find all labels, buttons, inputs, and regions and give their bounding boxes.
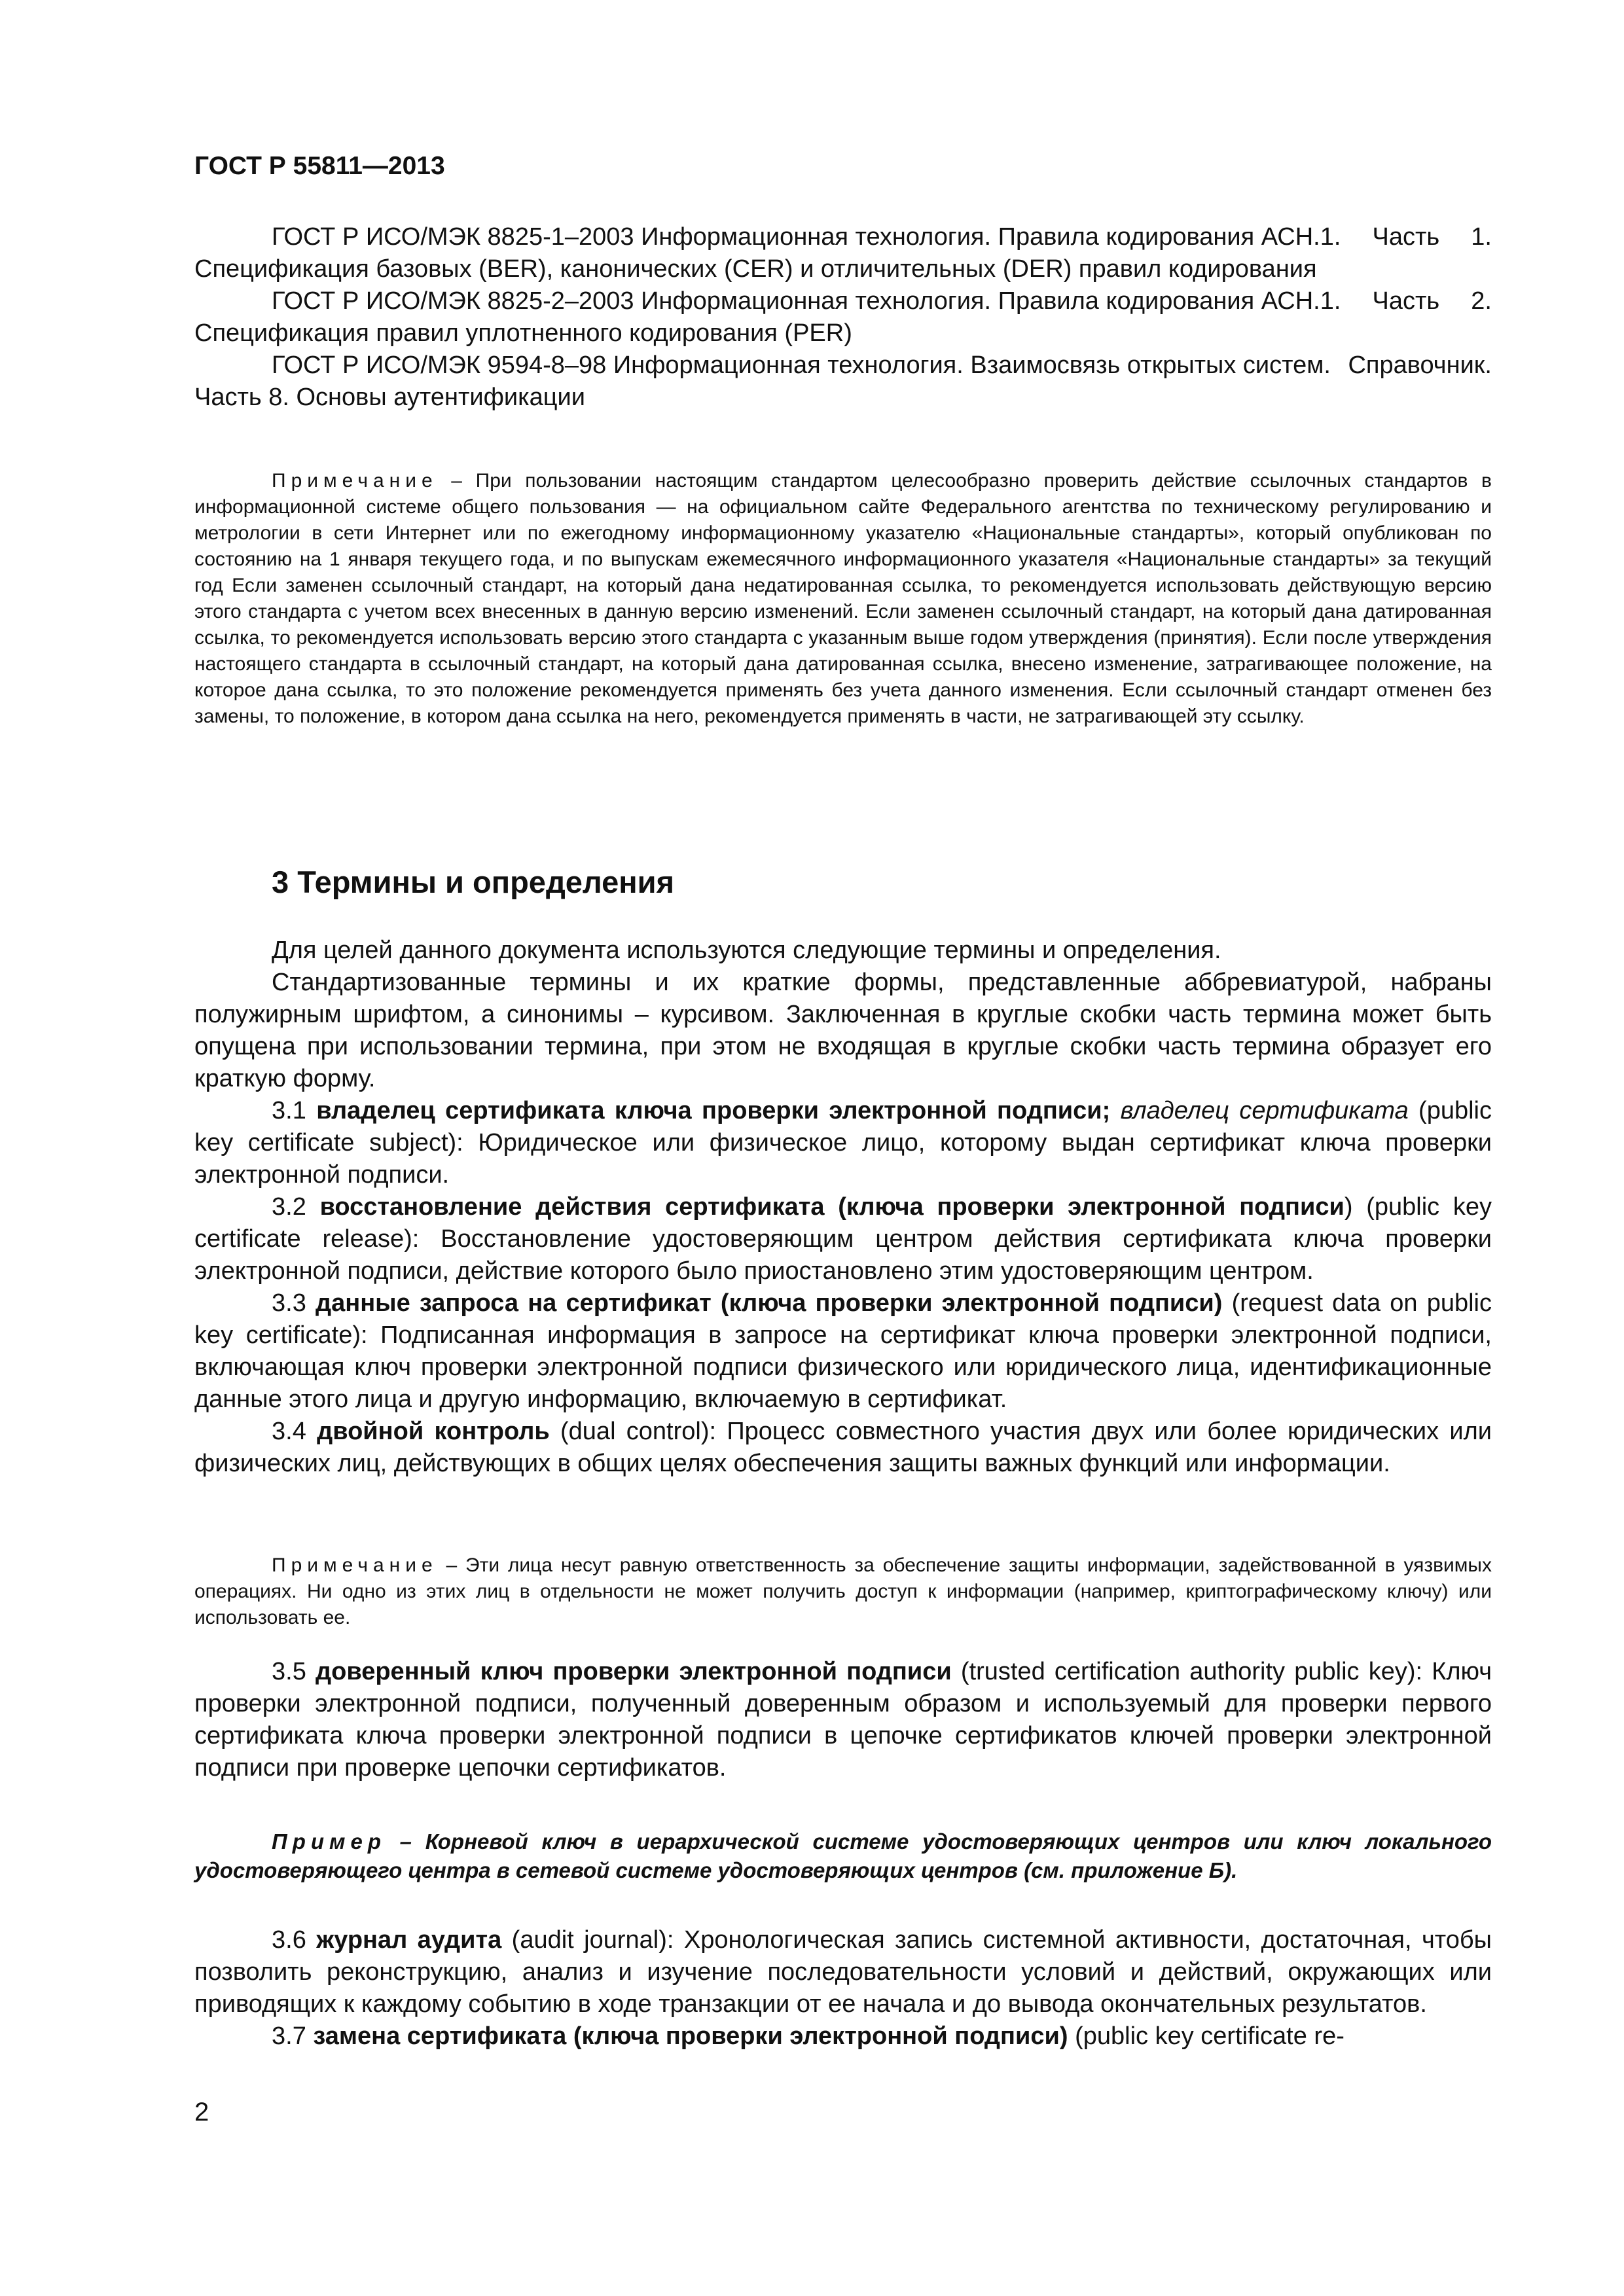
term-entry [194, 1191, 1492, 1287]
term-number: 3.2 [272, 1193, 320, 1221]
example-label: Пример [272, 1829, 386, 1854]
standard-header: ГОСТ Р 55811—2013 [194, 152, 445, 180]
term-entry [194, 2020, 1492, 2053]
reference-rest: Справочник. Часть 8. Основы аутентификации [194, 351, 1492, 411]
terms-block [194, 935, 1492, 1480]
intro-paragraph: Стандартизованные термины и их краткие формы, представленные аббревиатурой, набраны полужирным шрифтом, а синонимы – курсивом. Заключенная в круглые скобки часть термина может быть опущена при использовании термина, при этом не входящая в круглые скобки часть термина образует его краткую форму. [194, 969, 1492, 1092]
note-label: Примечание [272, 470, 438, 492]
term-definition: ) (public key certificate release): Восстановление удостоверяющим центром действия сертификата ключа проверки электронной подписи, действие которого было приостановлено этим удостоверяющим центром. [194, 1193, 1492, 1285]
page-number: 2 [194, 2098, 209, 2126]
term-number: 3.4 [272, 1418, 317, 1445]
term-number: 3.3 [272, 1289, 316, 1317]
term-name: замена сертификата (ключа проверки электронной подписи) [313, 2022, 1068, 2050]
term-name: данные запроса на сертификат (ключа проверки электронной подписи) [316, 1289, 1223, 1317]
term-synonym: владелец сертификата [1110, 1097, 1409, 1124]
example-block [194, 1827, 1492, 1885]
note-paragraph [194, 468, 1492, 730]
term-number: 3.6 [272, 1926, 317, 1954]
reference-first-line: ГОСТ Р ИСО/МЭК 9594-8–98 Информационная технология. Взаимосвязь открытых систем. [272, 351, 1331, 379]
term-definition: (dual control): Процесс совместного участия двух или более юридических или физических лиц, действующих в общих целях обеспечения защиты важных функций или информации. [194, 1418, 1492, 1477]
note-label: Примечание [272, 1554, 438, 1576]
references-note [194, 468, 1492, 730]
term-entry [194, 1287, 1492, 1416]
section-heading: 3 Термины и определения [272, 865, 674, 899]
example-paragraph [194, 1827, 1492, 1885]
note-text: – При пользовании настоящим стандартом целесообразно проверить действие ссылочных стандартов в информационной системе общего пользования — на официальном сайте Федерального агентства по техническому регулированию и метрологии в сети Интернет или по ежегодному информационному указателю «Национальные стандарты», который опубликован по состоянию на 1 января текущего года, и по выпускам ежемесячного информационного указателя «Национальные стандарты» за текущий год Если заменен ссылочный стандарт, на который дана недатированная ссылка, то рекомендуется использовать действующую версию этого стандарта с учетом всех внесенных в данную версию изменений. Если заменен ссылочный стандарт, на который дана датированная ссылка, то рекомендуется использовать версию этого стандарта с указанным выше годом утверждения (принятия). Если после утверждения настоящего стандарта в ссылочный стандарт, на который дана датированная ссылка, внесено изменение, затрагивающее положение, на которое дана ссылка, то это положение рекомендуется применять без учета данного изменения. Если ссылочный стандарт отменен без замены, то положение, в котором дана ссылка на него, рекомендуется применять в части, не затрагивающей эту ссылку. [194, 470, 1492, 727]
reference-first-line: ГОСТ Р ИСО/МЭК 8825-2–2003 Информационная технология. Правила кодирования АСН.1. [272, 287, 1341, 315]
term-name: двойной контроль [317, 1418, 550, 1445]
term-name: доверенный ключ проверки электронной подписи [316, 1658, 952, 1685]
term-definition: (public key certificate re- [1068, 2022, 1344, 2050]
dual-control-note [194, 1552, 1492, 1631]
reference-entry [194, 221, 1492, 285]
term-definition: (trusted certification authority public key): Ключ проверки электронной подписи, полученный доверенным образом и используемый для проверки первого сертификата ключа проверки электронной подписи в цепочке сертификатов ключей проверки электронной подписи при проверке цепочки сертификатов. [194, 1658, 1492, 1782]
term-name: восстановление действия сертификата (ключа проверки электронной подписи [319, 1193, 1344, 1221]
term-definition: (public key certificate subject): Юридическое или физическое лицо, которому выдан сертификат ключа проверки электронной подписи. [194, 1097, 1492, 1189]
term-entry [194, 1095, 1492, 1191]
term-definition: (audit journal): Хронологическая запись системной активности, достаточная, чтобы позволить реконструкцию, анализ и изучение последовательности условий и действий, окружающих или приводящих к каждому событию в ходе транзакции от ее начала и до вывода окончательных результатов. [194, 1926, 1492, 2018]
term-number: 3.1 [272, 1097, 317, 1124]
reference-entry [194, 350, 1492, 414]
note-paragraph [194, 1552, 1492, 1631]
reference-rest: Часть 2. Спецификация правил уплотненного кодирования (PER) [194, 287, 1492, 347]
term-entry [194, 1416, 1492, 1480]
normative-references [194, 221, 1492, 414]
term-name: владелец сертификата ключа проверки электронной подписи; [316, 1097, 1111, 1124]
term-name: журнал аудита [316, 1926, 502, 1954]
terms-block [194, 1656, 1492, 1784]
example-text: – Корневой ключ в иерархической системе удостоверяющих центров или ключ локального удостоверяющего центра в сетевой системе удостоверяющих центров (см. приложение Б). [194, 1829, 1492, 1882]
terms-block [194, 1924, 1492, 2053]
term-entry [194, 1924, 1492, 2020]
reference-rest: Часть 1. Спецификация базовых (BER), канонических (CER) и отличительных (DER) правил кодирования [194, 223, 1492, 283]
term-number: 3.5 [272, 1658, 316, 1685]
term-entry [194, 1656, 1492, 1784]
reference-entry [194, 285, 1492, 350]
term-number: 3.7 [272, 2022, 314, 2050]
reference-first-line: ГОСТ Р ИСО/МЭК 8825-1–2003 Информационная технология. Правила кодирования АСН.1. [272, 223, 1341, 251]
intro-paragraph: Для целей данного документа используются следующие термины и определения. [272, 937, 1221, 964]
term-definition: (request data on public key certificate): Подписанная информация в запросе на сертификат ключа проверки электронной подписи, включающая ключ проверки электронной подписи физического или юридического лица, идентификационные данные этого лица и другую информацию, включаемую в сертификат. [194, 1289, 1492, 1413]
note-text: – Эти лица несут равную ответственность за обеспечение защиты информации, задействованной в уязвимых операциях. Ни одно из этих лиц в отдельности не может получить доступ к информации (например, криптографическому ключу) или использовать ее. [194, 1554, 1492, 1628]
